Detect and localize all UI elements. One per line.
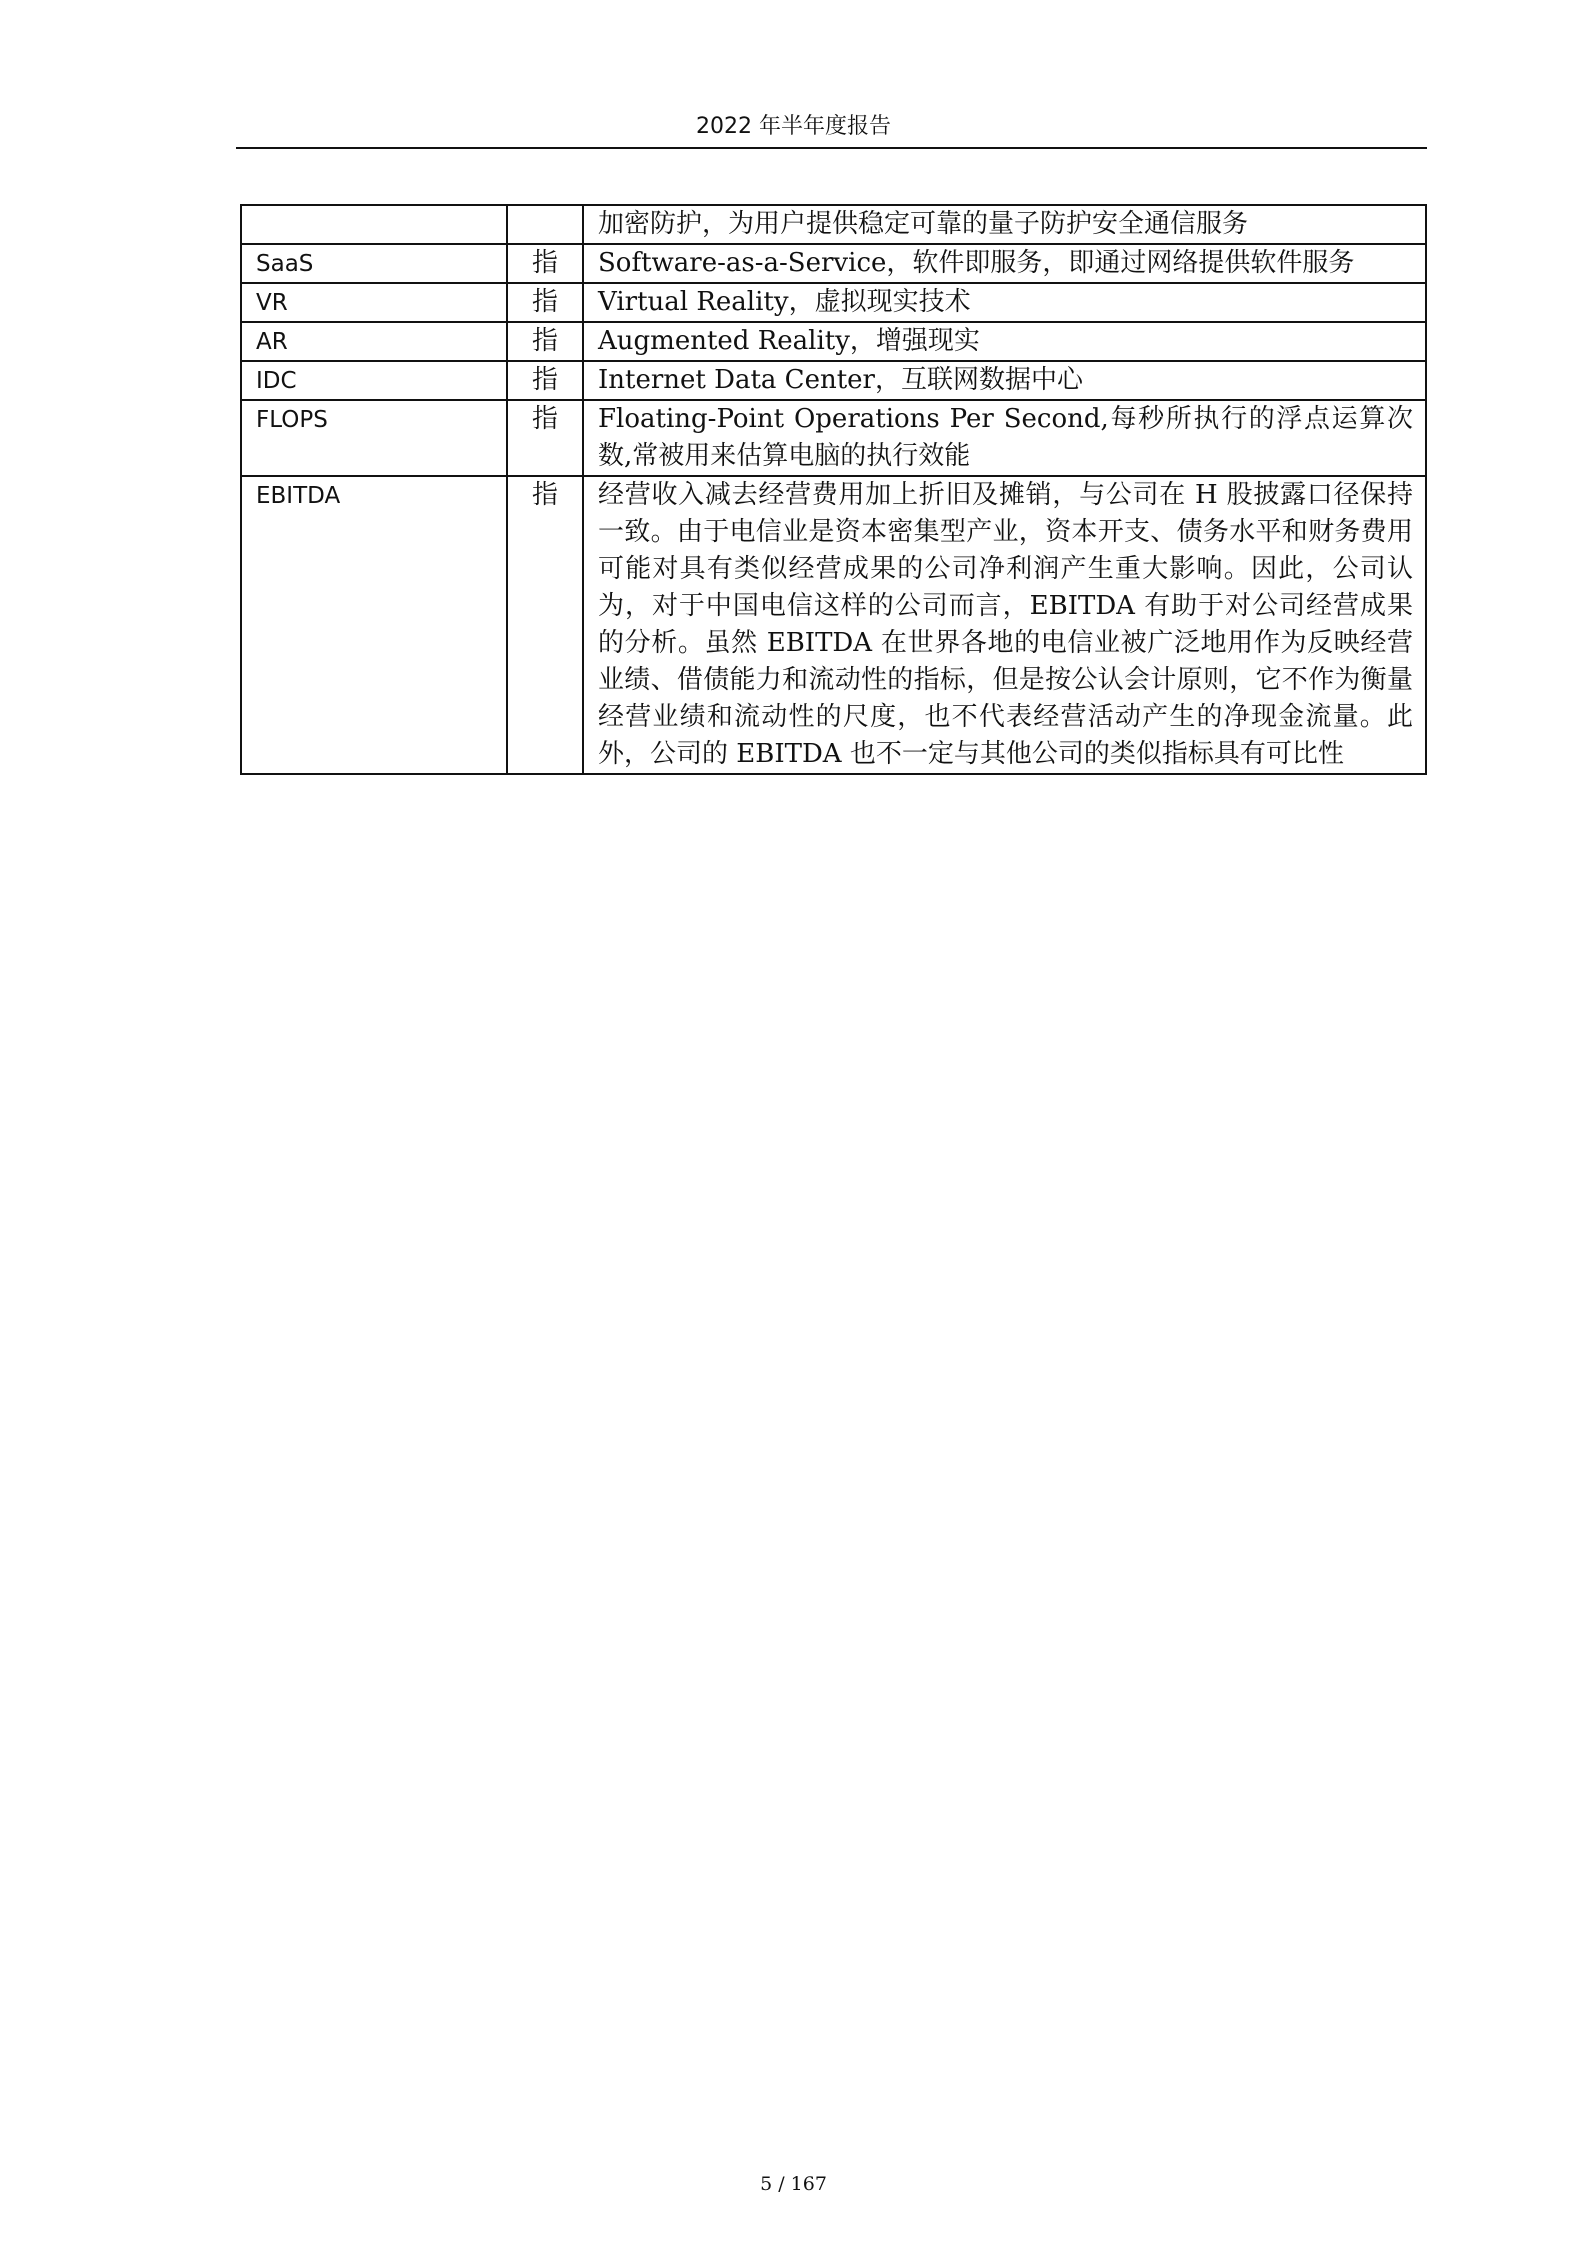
term-cell: SaaS [241, 244, 507, 283]
table-row [241, 400, 1426, 476]
page-header-title: 2022 年半年度报告 [696, 114, 891, 139]
description-cell: Floating-Point Operations Per Second,每秒所执行的浮点运算次数,常被用来估算电脑的执行效能 [583, 400, 1426, 476]
term-cell: AR [241, 322, 507, 361]
term-cell: VR [241, 283, 507, 322]
table-row [241, 322, 1426, 361]
description-cell: 经营收入减去经营费用加上折旧及摊销，与公司在 H 股披露口径保持一致。由于电信业是资本密集型产业，资本开支、债务水平和财务费用可能对具有类似经营成果的公司净利润产生重大影响。因此，公司认为，对于中国电信这样的公司而言，EBITDA 有助于对公司经营成果的分析。虽然 EBITDA 在世界各地的电信业被广泛地用作为反映经营业绩、借债能力和流动性的指标，但是按公认会计原则，它不作为衡量经营业绩和流动性的尺度，也不代表经营活动产生的净现金流量。此外，公司的 EBITDA 也不一定与其他公司的类似指标具有可比性 [583, 476, 1426, 774]
header-divider [236, 147, 1427, 149]
term-cell [241, 205, 507, 244]
description-cell: Augmented Reality，增强现实 [583, 322, 1426, 361]
refers-to-cell: 指 [507, 244, 583, 283]
table-row [241, 476, 1426, 774]
term-cell: FLOPS [241, 400, 507, 476]
refers-to-cell: 指 [507, 476, 583, 774]
table-row [241, 283, 1426, 322]
term-cell: EBITDA [241, 476, 507, 774]
description-cell: Internet Data Center，互联网数据中心 [583, 361, 1426, 400]
refers-to-cell: 指 [507, 322, 583, 361]
refers-to-cell [507, 205, 583, 244]
table-row [241, 244, 1426, 283]
refers-to-cell: 指 [507, 361, 583, 400]
table-row [241, 205, 1426, 244]
description-cell: Software-as-a-Service，软件即服务，即通过网络提供软件服务 [583, 244, 1426, 283]
definitions-table [240, 204, 1427, 775]
page-number: 5 / 167 [760, 2173, 827, 2195]
table-row [241, 361, 1426, 400]
term-cell: IDC [241, 361, 507, 400]
description-cell: 加密防护，为用户提供稳定可靠的量子防护安全通信服务 [583, 205, 1426, 244]
description-cell: Virtual Reality，虚拟现实技术 [583, 283, 1426, 322]
refers-to-cell: 指 [507, 283, 583, 322]
refers-to-cell: 指 [507, 400, 583, 476]
